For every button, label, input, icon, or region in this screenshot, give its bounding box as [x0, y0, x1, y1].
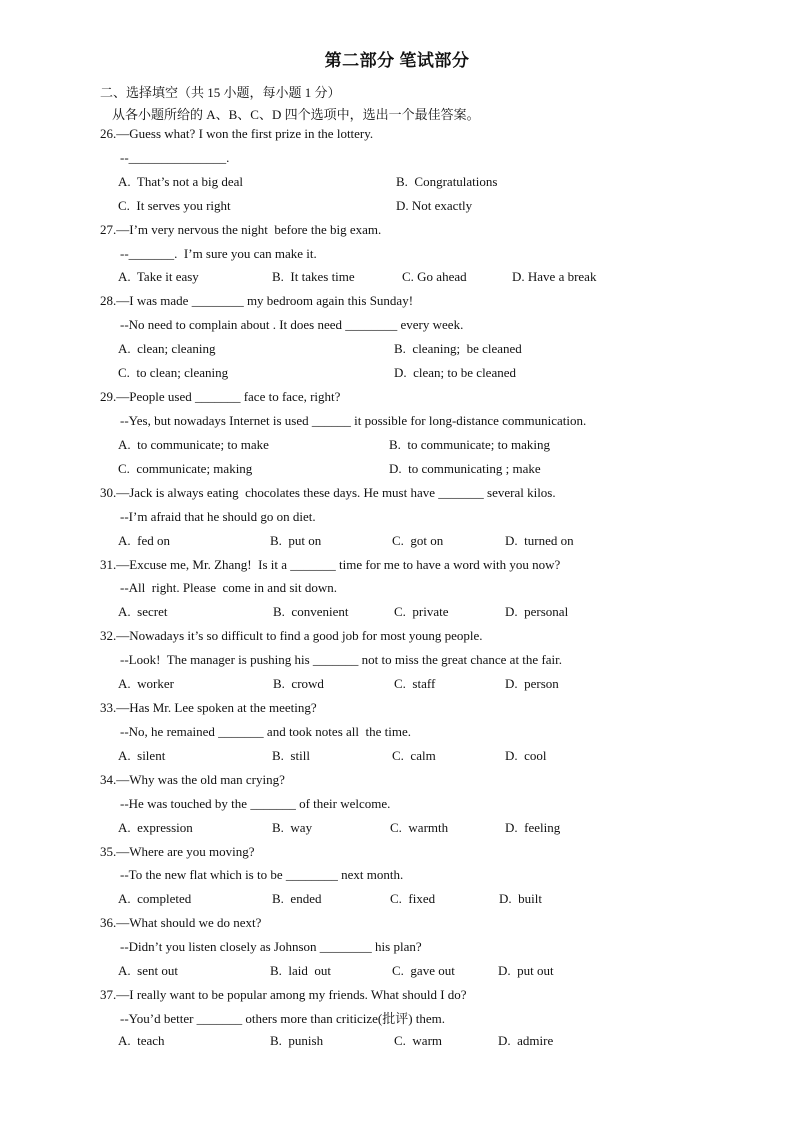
- question-26-option-a: A. That’s not a big deal: [118, 174, 244, 189]
- question-37-option-d: D. admire: [498, 1033, 554, 1048]
- question-28-reply: --No need to complain about . It does need ________ every week.: [120, 317, 464, 332]
- question-29-option-a: A. to communicate; to make: [118, 437, 269, 452]
- question-30-option-b: B. put on: [270, 533, 322, 548]
- question-36-option-b: B. laid out: [270, 963, 332, 978]
- question-35-option-a: A. completed: [118, 891, 192, 906]
- question-33-option-d: D. cool: [505, 748, 547, 763]
- question-31-option-a: A. secret: [118, 604, 168, 619]
- question-26-option-c: C. It serves you right: [118, 198, 231, 213]
- question-26-stem: 26.—Guess what? I won the first prize in the lottery.: [100, 126, 374, 141]
- question-28-option-b: B. cleaning; be cleaned: [394, 341, 522, 356]
- question-26-reply: --_______________.: [120, 150, 230, 165]
- question-35-stem: 35.—Where are you moving?: [100, 844, 255, 859]
- question-33-option-b: B. still: [272, 748, 310, 763]
- question-34-option-d: D. feeling: [505, 820, 561, 835]
- question-33-stem: 33.—Has Mr. Lee spoken at the meeting?: [100, 700, 317, 715]
- question-32-reply: --Look! The manager is pushing his _______ not to miss the great chance at the fair.: [120, 652, 563, 667]
- question-28-stem: 28.—I was made ________ my bedroom again this Sunday!: [100, 293, 414, 308]
- question-34-option-b: B. way: [272, 820, 313, 835]
- question-27-stem: 27.—I’m very nervous the night before the big exam.: [100, 222, 382, 237]
- question-31-option-d: D. personal: [505, 604, 569, 619]
- question-26-option-b: B. Congratulations: [396, 174, 498, 189]
- question-28-option-c: C. to clean; cleaning: [118, 365, 229, 380]
- question-28-option-a: A. clean; cleaning: [118, 341, 216, 356]
- question-36-reply: --Didn’t you listen closely as Johnson ________ his plan?: [120, 939, 422, 954]
- question-37-stem: 37.—I really want to be popular among my friends. What should I do?: [100, 987, 467, 1002]
- question-31-option-b: B. convenient: [273, 604, 349, 619]
- question-31-option-c: C. private: [394, 604, 449, 619]
- question-26-option-d: D. Not exactly: [396, 198, 473, 213]
- question-28-option-d: D. clean; to be cleaned: [394, 365, 516, 380]
- question-34-option-c: C. warmth: [390, 820, 449, 835]
- question-27-option-b: B. It takes time: [272, 269, 355, 284]
- question-30-option-d: D. turned on: [505, 533, 574, 548]
- question-29-option-b: B. to communicate; to making: [389, 437, 551, 452]
- question-29-reply: --Yes, but nowadays Internet is used ______ it possible for long-distance communication.: [120, 413, 587, 428]
- question-35-option-c: C. fixed: [390, 891, 436, 906]
- question-36-option-c: C. gave out: [392, 963, 455, 978]
- question-33-option-c: C. calm: [392, 748, 436, 763]
- question-35-reply: --To the new flat which is to be ________ next month.: [120, 867, 404, 882]
- question-33-option-a: A. silent: [118, 748, 166, 763]
- question-37-option-a: A. teach: [118, 1033, 165, 1048]
- question-32-option-d: D. person: [505, 676, 559, 691]
- question-30-reply: --I’m afraid that he should go on diet.: [120, 509, 316, 524]
- question-30-option-a: A. fed on: [118, 533, 170, 548]
- section-instruction: 从各小题所给的 A、B、C、D 四个选项中，选出一个最佳答案。: [112, 107, 480, 122]
- question-27-option-d: D. Have a break: [512, 269, 597, 284]
- question-32-option-a: A. worker: [118, 676, 174, 691]
- question-37-reply: --You’d better _______ others more than criticize(批评) them.: [120, 1011, 446, 1026]
- question-27-reply: --_______. I’m sure you can make it.: [120, 246, 317, 261]
- page-title: 第二部分 笔试部分: [324, 51, 470, 70]
- question-33-reply: --No, he remained _______ and took notes all the time.: [120, 724, 411, 739]
- question-36-option-d: D. put out: [498, 963, 554, 978]
- question-29-stem: 29.—People used _______ face to face, right?: [100, 389, 341, 404]
- question-30-option-c: C. got on: [392, 533, 444, 548]
- question-31-reply: --All right. Please come in and sit down.: [120, 580, 337, 595]
- question-27-option-c: C. Go ahead: [402, 269, 467, 284]
- question-37-option-b: B. punish: [270, 1033, 324, 1048]
- question-37-option-c: C. warm: [394, 1033, 443, 1048]
- question-32-option-b: B. crowd: [273, 676, 324, 691]
- question-36-stem: 36.—What should we do next?: [100, 915, 262, 930]
- section-heading: 二、选择填空（共 15 小题，每小题 1 分）: [100, 85, 341, 100]
- question-32-stem: 32.—Nowadays it’s so difficult to find a good job for most young people.: [100, 628, 483, 643]
- question-27-option-a: A. Take it easy: [118, 269, 199, 284]
- question-35-option-b: B. ended: [272, 891, 322, 906]
- question-34-option-a: A. expression: [118, 820, 193, 835]
- question-31-stem: 31.—Excuse me, Mr. Zhang! Is it a _______ time for me to have a word with you now?: [100, 557, 561, 572]
- question-35-option-d: D. built: [499, 891, 542, 906]
- question-29-option-c: C. communicate; making: [118, 461, 253, 476]
- question-30-stem: 30.—Jack is always eating chocolates these days. He must have _______ several kilos.: [100, 485, 556, 500]
- question-34-reply: --He was touched by the _______ of their welcome.: [120, 796, 391, 811]
- question-29-option-d: D. to communicating ; make: [389, 461, 541, 476]
- question-32-option-c: C. staff: [394, 676, 436, 691]
- question-36-option-a: A. sent out: [118, 963, 178, 978]
- question-34-stem: 34.—Why was the old man crying?: [100, 772, 285, 787]
